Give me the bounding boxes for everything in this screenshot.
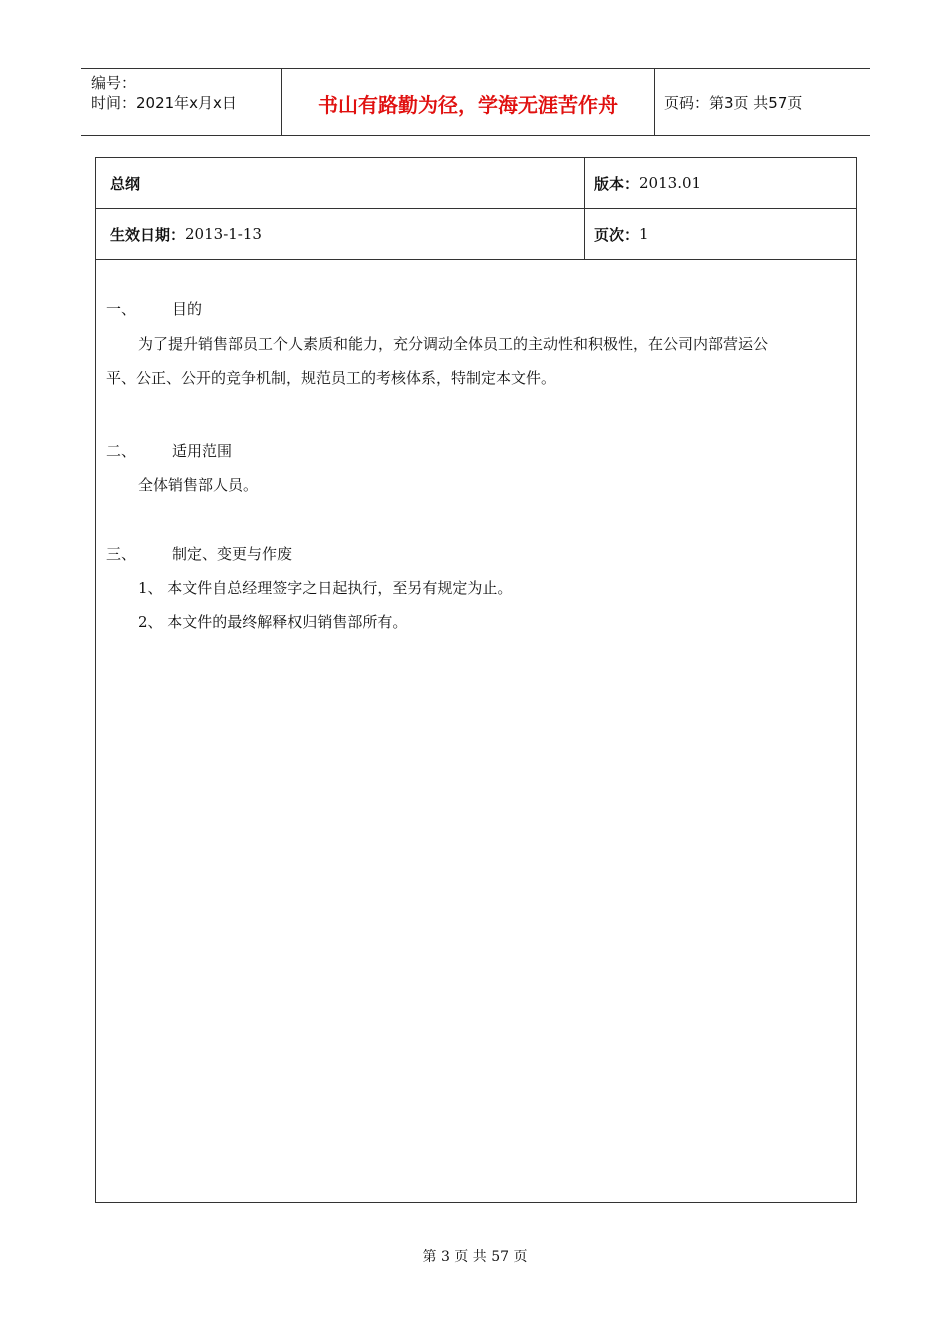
form-body xyxy=(96,260,856,1202)
section-2-number: 二、 xyxy=(106,442,137,460)
version-value: 2013.01 xyxy=(639,174,702,192)
section-1-title: 目的 xyxy=(172,300,203,318)
section-1-paragraph-line-2: 平、公正、公开的竞争机制，规范员工的考核体系，特制定本文件。 xyxy=(106,369,557,387)
form-title xyxy=(96,158,585,208)
section-1-number: 一、 xyxy=(106,300,137,318)
form-table xyxy=(95,157,857,1203)
form-row-date xyxy=(96,209,856,260)
header-meta xyxy=(81,69,282,135)
header-number: 编号： xyxy=(91,74,137,92)
section-1-paragraph-line-1: 为了提升销售部员工个人素质和能力，充分调动全体员工的主动性和积极性，在公司内部营运公 xyxy=(138,335,769,353)
form-row-title xyxy=(96,158,856,209)
section-3-number: 三、 xyxy=(106,545,137,563)
section-2-title: 适用范围 xyxy=(172,442,233,460)
header-motto: 书山有路勤为径，学海无涯苦作舟 xyxy=(282,69,655,135)
page-footer: 第 3 页 共 57 页 xyxy=(422,1249,528,1265)
version-label: 版本： xyxy=(594,174,640,193)
form-version xyxy=(585,158,856,208)
form-date xyxy=(96,209,585,259)
page-label: 页次： xyxy=(594,225,640,244)
section-3-title: 制定、变更与作废 xyxy=(172,545,293,563)
header-page-code: 页码：第3页 共57页 xyxy=(664,93,803,112)
date-label: 生效日期： xyxy=(110,225,186,244)
date-value: 2013-1-13 xyxy=(185,225,262,243)
page-value: 1 xyxy=(639,225,649,243)
section-3-item-2: 2、 本文件的最终解释权归销售部所有。 xyxy=(138,613,408,631)
form-title-text: 总纲 xyxy=(110,174,141,193)
document-header xyxy=(81,68,870,136)
header-time: 时间：2021年x月x日 xyxy=(91,94,237,112)
section-2-paragraph: 全体销售部人员。 xyxy=(138,476,259,494)
section-3-item-1: 1、 本文件自总经理签字之日起执行，至另有规定为止。 xyxy=(138,579,513,597)
form-page xyxy=(585,209,856,259)
